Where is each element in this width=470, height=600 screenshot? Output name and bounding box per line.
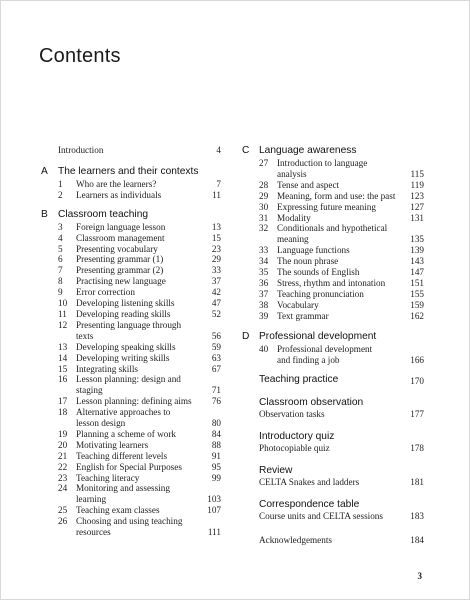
toc-entry-number: 24 <box>58 483 68 494</box>
section-d-list <box>242 344 424 366</box>
toc-entry-label: Modality <box>277 212 311 223</box>
toc-entry-label: Planning a scheme of work <box>76 428 177 439</box>
toc-entry-page: 37 <box>211 276 221 287</box>
toc-entry-page: 111 <box>207 527 221 538</box>
toc-entry[interactable] <box>41 440 221 451</box>
toc-heading-introductory-quiz: Introductory quiz <box>259 431 335 443</box>
toc-entry[interactable] <box>242 191 424 202</box>
toc-entry[interactable] <box>41 320 221 331</box>
toc-entry-number: 36 <box>259 277 269 288</box>
toc-heading-classroom-observation: Classroom observation <box>259 397 364 409</box>
section-c-list <box>242 158 424 322</box>
toc-entry-page: 33 <box>211 265 221 276</box>
toc-entry-label: Alternative approaches to <box>76 407 171 418</box>
toc-entry-number: 34 <box>259 256 269 267</box>
toc-entry[interactable] <box>242 223 424 234</box>
toc-entry-page: 139 <box>410 245 424 256</box>
toc-entry-page: 15 <box>211 232 221 243</box>
toc-entry-number: 19 <box>58 428 68 439</box>
toc-entry-label: Motivating learners <box>76 439 149 450</box>
toc-entry-label: Vocabulary <box>277 299 319 310</box>
toc-entry-label: Presenting language through <box>76 319 182 330</box>
toc-entry-label: Presenting vocabulary <box>76 243 158 254</box>
toc-entry-label: Stress, rhythm and intonation <box>277 277 386 288</box>
toc-entry[interactable] <box>41 451 221 462</box>
toc-entry-label: Tense and aspect <box>277 179 340 190</box>
page-number: 3 <box>417 571 422 581</box>
toc-entry-label: Language functions <box>277 245 350 256</box>
toc-entry-number: 21 <box>58 450 68 461</box>
toc-entry-page: 155 <box>410 288 424 299</box>
toc-entry-label: Who are the learners? <box>76 178 157 189</box>
section-heading-c <box>242 145 424 157</box>
toc-entry-label: Acknowledgements <box>259 535 332 546</box>
toc-entry[interactable] <box>242 311 424 322</box>
toc-entry-page: 84 <box>211 428 221 439</box>
toc-entry-label: Photocopiable quiz <box>259 443 330 454</box>
toc-entry-photocopiable-quiz[interactable] <box>242 443 424 454</box>
toc-entry-page: 162 <box>410 310 424 321</box>
section-title: The learners and their contexts <box>58 165 199 177</box>
toc-entry-label: Course units and CELTA sessions <box>259 511 383 522</box>
toc-entry-page: 7 <box>216 178 221 189</box>
toc-entry[interactable] <box>41 342 221 353</box>
toc-entry-label: Practising new language <box>76 276 166 287</box>
toc-entry-label: Choosing and using teaching <box>76 516 183 527</box>
toc-entry[interactable] <box>41 364 221 375</box>
toc-entry-label: texts <box>76 330 94 341</box>
toc-entry[interactable] <box>41 516 221 527</box>
toc-entry-number: 4 <box>58 232 63 243</box>
toc-entry-page: 99 <box>211 472 221 483</box>
toc-entry-number: 40 <box>259 343 269 354</box>
toc-entry-page: 147 <box>410 267 424 278</box>
toc-entry-page: 13 <box>211 221 221 232</box>
toc-entry-number: 26 <box>58 516 68 527</box>
toc-entry[interactable] <box>41 494 221 505</box>
toc-entry-page: 71 <box>211 385 221 396</box>
toc-entry[interactable] <box>41 374 221 385</box>
section-title: Professional development <box>259 330 377 342</box>
toc-entry-page: 95 <box>211 461 221 472</box>
toc-entry-label: Teaching exam classes <box>76 505 160 516</box>
left-column <box>41 145 221 538</box>
toc-entry-number: 11 <box>58 308 67 319</box>
toc-entry[interactable] <box>41 276 221 287</box>
toc-entry-number: 9 <box>58 287 63 298</box>
toc-entry[interactable] <box>41 418 221 429</box>
section-heading-b <box>41 209 221 221</box>
toc-entry-page: 135 <box>410 234 424 245</box>
toc-entry-label: staging <box>76 385 103 396</box>
toc-entry-page: 80 <box>211 418 221 429</box>
toc-heading: Teaching practice <box>259 374 339 386</box>
toc-entry-number: 18 <box>58 407 68 418</box>
toc-entry-label: Observation tasks <box>259 409 325 420</box>
toc-entry-page: 131 <box>410 212 424 223</box>
section-b-list <box>41 222 221 538</box>
toc-entry-label: Introduction to language <box>277 158 368 168</box>
toc-entry[interactable] <box>242 169 424 180</box>
toc-entry-number: 28 <box>259 179 269 190</box>
toc-entry[interactable] <box>41 483 221 494</box>
toc-entry-number: 7 <box>58 265 63 276</box>
section-letter: A <box>41 165 48 177</box>
toc-entry-page: 76 <box>211 396 221 407</box>
toc-entry[interactable] <box>41 331 221 342</box>
toc-entry[interactable] <box>41 473 221 484</box>
toc-entry-label: Teaching different levels <box>76 450 168 461</box>
toc-entry[interactable] <box>242 344 424 355</box>
toc-entry-label: CELTA Snakes and ladders <box>259 477 360 488</box>
toc-entry[interactable] <box>41 462 221 473</box>
toc-entry[interactable] <box>41 505 221 516</box>
toc-entry[interactable] <box>242 278 424 289</box>
toc-entry[interactable] <box>41 287 221 298</box>
toc-entry-page: 88 <box>211 439 221 450</box>
toc-entry[interactable] <box>41 244 221 255</box>
toc-entry[interactable] <box>41 527 221 538</box>
toc-entry-page: 115 <box>410 168 424 179</box>
toc-entry-page: 23 <box>211 243 221 254</box>
toc-entry-page: 56 <box>211 330 221 341</box>
toc-entry-page: 103 <box>207 494 221 505</box>
toc-entry-page: 123 <box>410 190 424 201</box>
toc-entry-teaching-practice[interactable] <box>242 374 424 386</box>
toc-entry-number: 8 <box>58 276 63 287</box>
toc-entry-number: 32 <box>259 223 269 234</box>
toc-entry[interactable] <box>41 179 221 190</box>
toc-entry-page: 67 <box>211 363 221 374</box>
toc-entry[interactable] <box>41 190 221 201</box>
toc-entry-page: 178 <box>410 443 424 454</box>
toc-entry-page: 170 <box>410 376 424 387</box>
toc-entry-number: 10 <box>58 298 68 309</box>
toc-entry-label: Text grammar <box>277 310 329 321</box>
toc-entry-label: Presenting grammar (1) <box>76 254 164 265</box>
toc-entry[interactable] <box>242 202 424 213</box>
toc-entry-number: 31 <box>259 212 269 223</box>
toc-entry-number: 38 <box>259 299 269 310</box>
right-column <box>242 145 424 546</box>
section-letter: D <box>242 330 250 342</box>
toc-entry-label: Integrating skills <box>76 363 139 374</box>
toc-entry-label: Expressing future meaning <box>277 201 376 212</box>
toc-entry[interactable] <box>41 222 221 233</box>
toc-entry-page: 166 <box>410 354 424 365</box>
toc-entry[interactable] <box>242 256 424 267</box>
toc-entry[interactable] <box>242 289 424 300</box>
toc-entry[interactable] <box>242 355 424 366</box>
toc-entry[interactable] <box>41 254 221 265</box>
toc-entry[interactable] <box>242 267 424 278</box>
toc-entry-label: Presenting grammar (2) <box>76 265 164 276</box>
toc-entry[interactable] <box>41 353 221 364</box>
toc-entry-label: Teaching pronunciation <box>277 288 364 299</box>
section-letter: B <box>41 208 48 220</box>
toc-entry-label: Teaching literacy <box>76 472 140 483</box>
toc-entry-number: 33 <box>259 245 269 256</box>
toc-entry-label: lesson design <box>76 418 126 429</box>
toc-entry-label: Developing reading skills <box>76 308 171 319</box>
toc-entry-label: resources <box>76 527 111 538</box>
toc-entry-number: 29 <box>259 190 269 201</box>
toc-entry-label: Classroom management <box>76 232 165 243</box>
toc-entry-number: 1 <box>58 178 63 189</box>
toc-heading-correspondence-table: Correspondence table <box>259 499 360 511</box>
toc-entry-number: 3 <box>58 221 63 232</box>
toc-entry-page: 119 <box>410 179 424 190</box>
toc-entry-label: Introduction <box>58 145 104 155</box>
toc-entry-page: 11 <box>212 189 221 200</box>
toc-entry[interactable] <box>41 429 221 440</box>
toc-entry-label: learning <box>76 494 107 505</box>
toc-entry-number: 2 <box>58 189 63 200</box>
toc-entry-label: Monitoring and assessing <box>76 483 170 494</box>
section-title: Language awareness <box>259 145 357 156</box>
toc-entry-page: 177 <box>410 409 424 420</box>
toc-entry-number: 23 <box>58 472 68 483</box>
toc-entry-page: 151 <box>410 277 424 288</box>
toc-entry-label: English for Special Purposes <box>76 461 182 472</box>
toc-entry-label: Developing speaking skills <box>76 341 176 352</box>
section-letter: C <box>242 145 250 156</box>
section-title: Classroom teaching <box>58 208 149 220</box>
toc-entry-number: 13 <box>58 341 68 352</box>
toc-entry-label: Developing writing skills <box>76 352 170 363</box>
page-title: Contents <box>39 45 121 67</box>
toc-entry-label: The noun phrase <box>277 256 339 267</box>
toc-entry[interactable] <box>41 265 221 276</box>
toc-entry[interactable] <box>242 158 424 169</box>
toc-entry[interactable] <box>41 396 221 407</box>
toc-entry-label: meaning <box>277 234 309 245</box>
toc-entry-label: Learners as individuals <box>76 189 162 200</box>
toc-entry-number: 30 <box>259 201 269 212</box>
section-a-list <box>41 179 221 201</box>
toc-entry-page: 181 <box>410 477 424 488</box>
toc-entry-number: 25 <box>58 505 68 516</box>
toc-entry-label: Lesson planning: defining aims <box>76 396 192 407</box>
toc-entry[interactable] <box>41 385 221 396</box>
toc-entry-course-units[interactable] <box>242 511 424 522</box>
toc-entry[interactable] <box>41 233 221 244</box>
toc-entry[interactable] <box>242 234 424 245</box>
toc-entry[interactable] <box>242 180 424 191</box>
toc-entry-label: Foreign language lesson <box>76 221 166 232</box>
toc-entry[interactable] <box>242 213 424 224</box>
toc-entry-page: 127 <box>410 201 424 212</box>
toc-entry-page: 143 <box>410 256 424 267</box>
toc-entry-page: 4 <box>216 145 221 155</box>
toc-entry-number: 15 <box>58 363 68 374</box>
toc-entry-number: 5 <box>58 243 63 254</box>
toc-entry-label: Lesson planning: design and <box>76 374 181 385</box>
section-heading-a <box>41 166 221 178</box>
toc-entry-number: 20 <box>58 439 68 450</box>
toc-entry-number: 39 <box>259 310 269 321</box>
toc-entry-number: 27 <box>259 158 269 168</box>
toc-entry-number: 6 <box>58 254 63 265</box>
toc-entry[interactable] <box>242 245 424 256</box>
toc-entry[interactable] <box>242 300 424 311</box>
toc-entry-number: 16 <box>58 374 68 385</box>
toc-entry-introduction[interactable] <box>41 145 221 156</box>
toc-entry-label: Conditionals and hypothetical <box>277 223 388 234</box>
toc-entry-number: 12 <box>58 319 68 330</box>
toc-entry-page: 42 <box>211 287 221 298</box>
toc-entry-number: 37 <box>259 288 269 299</box>
toc-entry-label: Professional development <box>277 343 373 354</box>
toc-entry-page: 63 <box>211 352 221 363</box>
toc-entry-label: Error correction <box>76 287 135 298</box>
toc-entry-label: Meaning, form and use: the past <box>277 190 396 201</box>
toc-entry-number: 35 <box>259 267 269 278</box>
toc-entry-number: 14 <box>58 352 68 363</box>
toc-entry[interactable] <box>41 298 221 309</box>
toc-entry[interactable] <box>41 407 221 418</box>
toc-entry-page: 183 <box>410 511 424 522</box>
toc-entry-snakes-ladders[interactable] <box>242 477 424 488</box>
toc-entry-page: 47 <box>211 298 221 309</box>
toc-heading-review: Review <box>259 465 293 477</box>
toc-entry-page: 52 <box>211 308 221 319</box>
toc-entry-page: 91 <box>211 450 221 461</box>
toc-entry-number: 22 <box>58 461 68 472</box>
toc-entry-page: 159 <box>410 299 424 310</box>
toc-entry-page: 184 <box>410 535 424 546</box>
section-heading-d <box>242 331 424 343</box>
toc-entry-label: The sounds of English <box>277 267 360 278</box>
toc-entry-label: Developing listening skills <box>76 298 175 309</box>
toc-entry-page: 107 <box>207 505 221 516</box>
toc-entry-observation-tasks[interactable] <box>242 409 424 420</box>
toc-entry-page: 59 <box>211 341 221 352</box>
toc-entry-number: 17 <box>58 396 68 407</box>
toc-entry-label: and finding a job <box>277 354 340 365</box>
toc-entry[interactable] <box>41 309 221 320</box>
toc-entry-label: analysis <box>277 168 307 179</box>
toc-entry-page: 29 <box>211 254 221 265</box>
toc-entry-acknowledgements[interactable] <box>242 535 424 546</box>
